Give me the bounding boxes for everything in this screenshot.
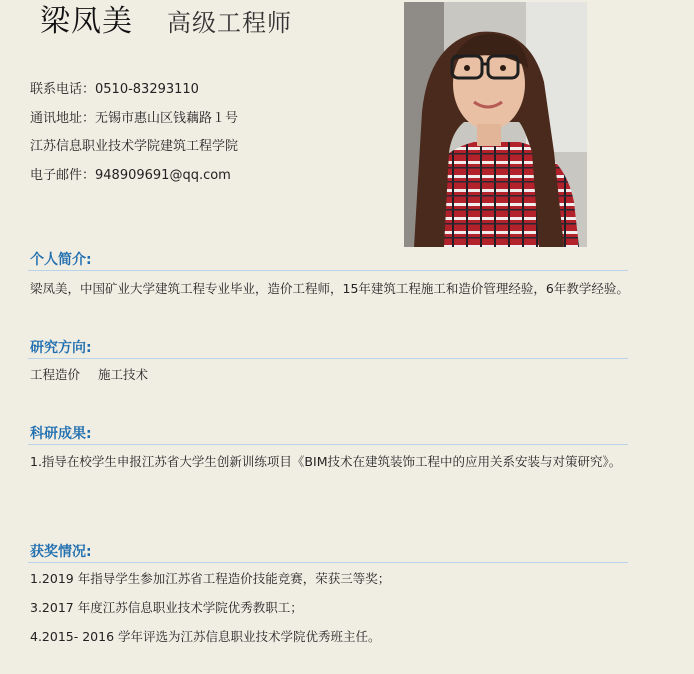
- award-item: 4.2015- 2016 学年评选为江苏信息职业技术学院优秀班主任。: [30, 629, 381, 644]
- research-item: 工程造价: [30, 367, 81, 382]
- phone-line: 联系电话：0510-83293110: [30, 82, 199, 97]
- research-heading: 研究方向:: [28, 338, 628, 359]
- contact-info: [30, 76, 238, 190]
- research-list: [30, 366, 148, 384]
- results-item: 1.指导在校学生申报江苏省大学生创新训练项目《BIM技术在建筑装饰工程中的应用关系安装与对策研究》。: [30, 454, 622, 469]
- email-line: 电子邮件：948909691@qq.com: [30, 167, 231, 183]
- awards-heading: 获奖情况:: [28, 542, 628, 563]
- intro-text: 梁凤美，中国矿业大学建筑工程专业毕业，造价工程师，15年建筑工程施工和造价管理经验，6年教学经验。: [30, 281, 629, 296]
- address-line: 通讯地址：无锡市惠山区钱藕路１号: [30, 110, 239, 126]
- person-title: 高级工程师: [167, 9, 292, 37]
- portrait-photo: [404, 2, 587, 247]
- award-item: 1.2019 年指导学生参加江苏省工程造价技能竞赛，荣获三等奖；: [30, 571, 391, 586]
- profile-header: [40, 0, 292, 48]
- intro-heading: 个人简介:: [28, 250, 628, 271]
- organization-line: 江苏信息职业技术学院建筑工程学院: [30, 139, 239, 154]
- results-heading: 科研成果:: [28, 424, 628, 445]
- portrait-illustration: [404, 2, 587, 247]
- award-item: 3.2017 年度江苏信息职业技术学院优秀教职工；: [30, 600, 303, 615]
- research-item: 施工技术: [98, 367, 149, 382]
- person-name: 梁凤美: [40, 4, 133, 39]
